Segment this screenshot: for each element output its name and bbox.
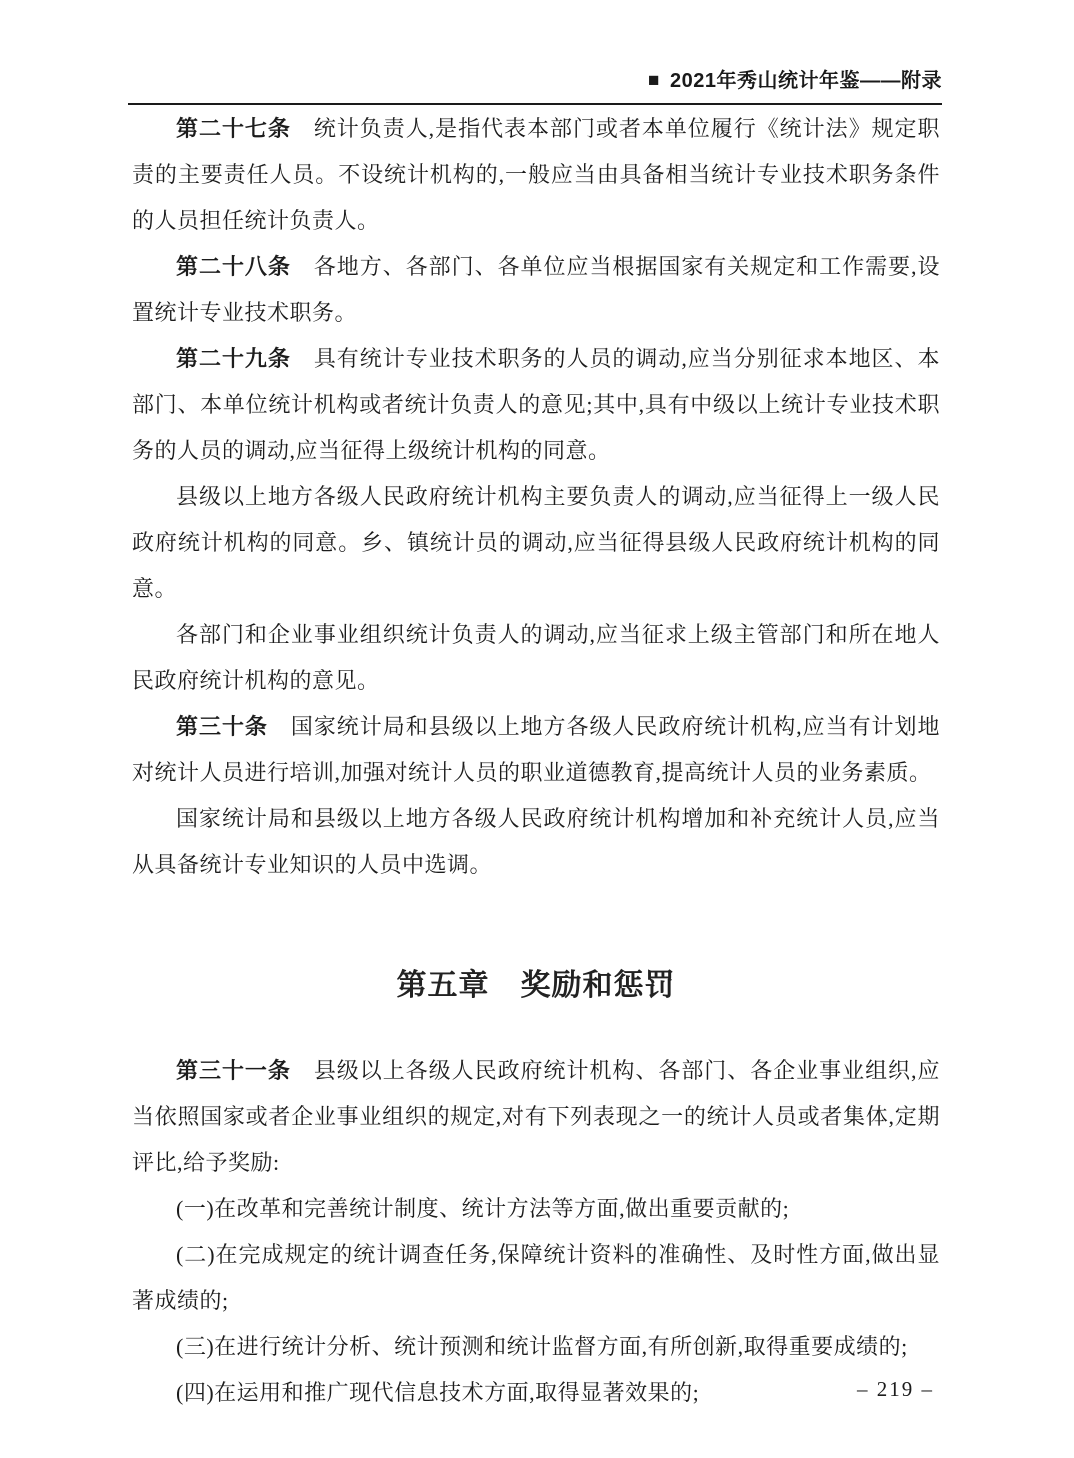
black-square-icon: ■ bbox=[648, 70, 660, 91]
page-header bbox=[128, 64, 942, 105]
paragraph bbox=[132, 474, 940, 612]
paragraph-text: (一)在改革和完善统计制度、统计方法等方面,做出重要贡献的; bbox=[176, 1196, 790, 1221]
paragraph-text: 具有统计专业技术职务的人员的调动,应当分别征求本地区、本部门、本单位统计机构或者统计负责人的意见;其中,具有中级以上统计专业技术职务的人员的调动,应当征得上级统计机构的同意。 bbox=[132, 346, 940, 463]
document-body bbox=[132, 106, 940, 1416]
article-number: 第三十条 bbox=[176, 714, 291, 739]
paragraph-article-29 bbox=[132, 336, 940, 474]
list-item-3 bbox=[132, 1324, 940, 1370]
paragraph-text: 统计负责人,是指代表本部门或者本单位履行《统计法》规定职责的主要责任人员。不设统计机构的,一般应当由具备相当统计专业技术职务条件的人员担任统计负责人。 bbox=[132, 116, 940, 233]
paragraph-text: (三)在进行统计分析、统计预测和统计监督方面,有所创新,取得重要成绩的; bbox=[176, 1334, 908, 1359]
article-number: 第二十八条 bbox=[176, 254, 314, 279]
paragraph-text: (二)在完成规定的统计调查任务,保障统计资料的准确性、及时性方面,做出显著成绩的; bbox=[132, 1242, 940, 1313]
paragraph-article-28 bbox=[132, 244, 940, 336]
chapter-heading: 第五章 奖励和惩罚 bbox=[396, 969, 676, 1002]
paragraph-text: 各部门和企业事业组织统计负责人的调动,应当征求上级主管部门和所在地人民政府统计机构的意见。 bbox=[132, 622, 940, 693]
article-number: 第三十一条 bbox=[176, 1058, 314, 1083]
paragraph bbox=[132, 796, 940, 888]
paragraph-article-27 bbox=[132, 106, 940, 244]
list-item-2 bbox=[132, 1232, 940, 1324]
paragraph-text: 县级以上地方各级人民政府统计机构主要负责人的调动,应当征得上一级人民政府统计机构的同意。乡、镇统计员的调动,应当征得县级人民政府统计机构的同意。 bbox=[132, 484, 940, 601]
page-number: – 219 – bbox=[857, 1377, 934, 1401]
paragraph-text: 国家统计局和县级以上地方各级人民政府统计机构,应当有计划地对统计人员进行培训,加强对统计人员的职业道德教育,提高统计人员的业务素质。 bbox=[132, 714, 940, 785]
list-item-1 bbox=[132, 1186, 940, 1232]
paragraph-text: 各地方、各部门、各单位应当根据国家有关规定和工作需要,设置统计专业技术职务。 bbox=[132, 254, 940, 325]
paragraph-text: (四)在运用和推广现代信息技术方面,取得显著效果的; bbox=[176, 1380, 700, 1405]
paragraph-article-30 bbox=[132, 704, 940, 796]
paragraph-text: 国家统计局和县级以上地方各级人民政府统计机构增加和补充统计人员,应当从具备统计专业知识的人员中选调。 bbox=[132, 806, 940, 877]
header-title: 2021年秀山统计年鉴——附录 bbox=[670, 70, 942, 92]
paragraph-article-31 bbox=[132, 1048, 940, 1186]
list-item-4 bbox=[132, 1370, 940, 1416]
article-number: 第二十七条 bbox=[176, 116, 314, 141]
paragraph-text: 县级以上各级人民政府统计机构、各部门、各企业事业组织,应当依照国家或者企业事业组织的规定,对有下列表现之一的统计人员或者集体,定期评比,给予奖励: bbox=[132, 1058, 940, 1175]
article-number: 第二十九条 bbox=[176, 346, 314, 371]
page-footer bbox=[857, 1377, 934, 1402]
paragraph bbox=[132, 612, 940, 704]
